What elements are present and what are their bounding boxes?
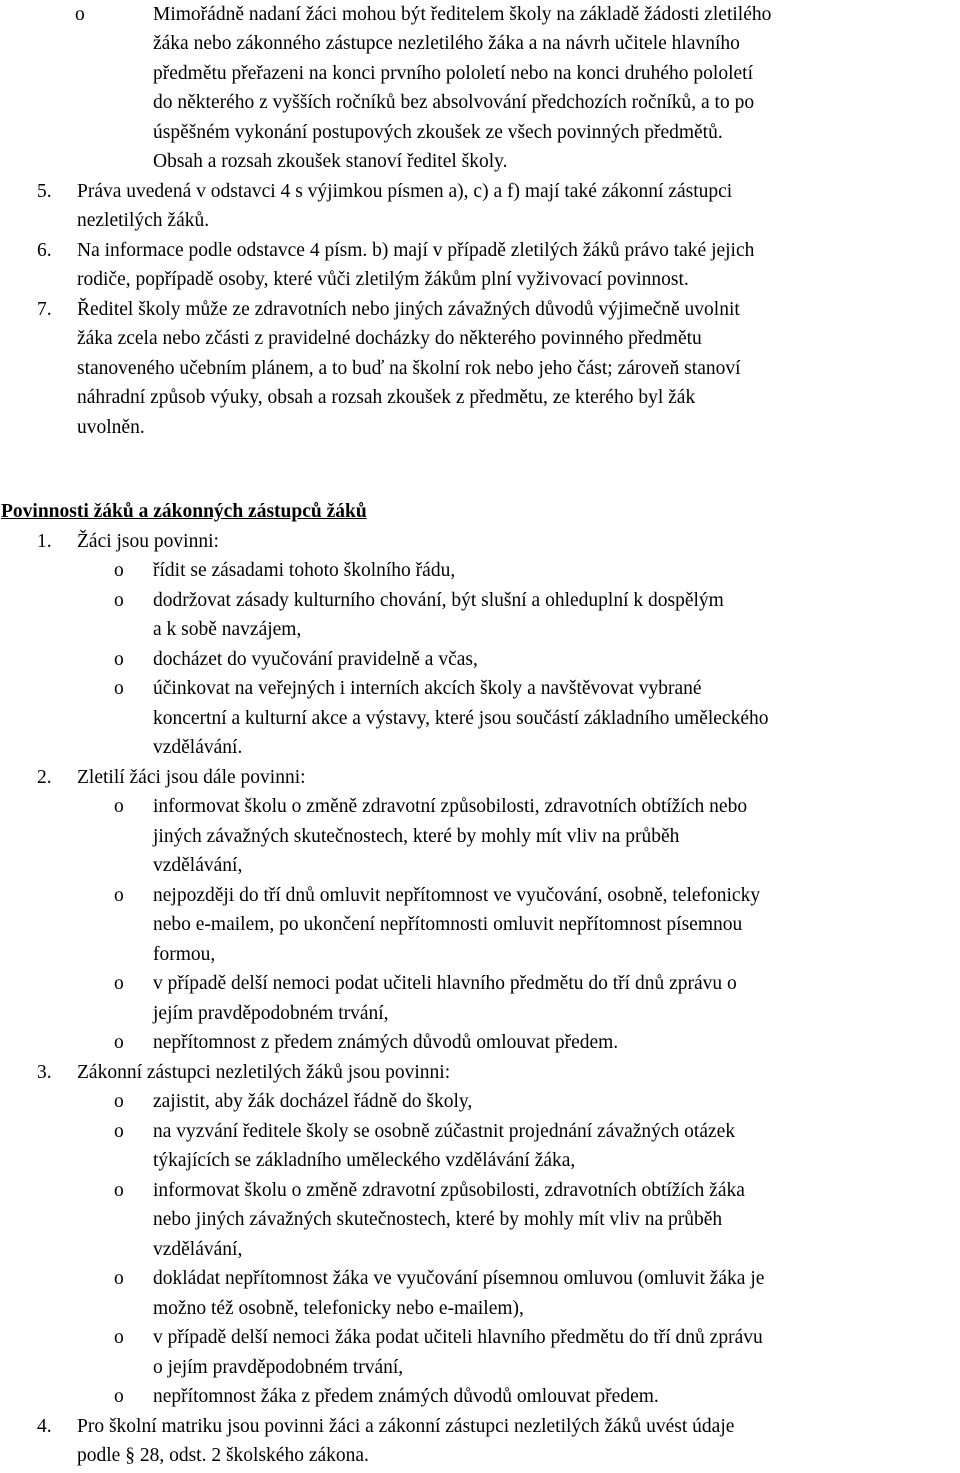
text-line: docházet do vyučování pravidelně a včas, [153, 649, 478, 670]
text-line: týkajících se základního uměleckého vzdělávání žáka, [153, 1150, 576, 1171]
text-line: do některého z vyšších ročníků bez absolvování předchozích ročníků, a to po [153, 92, 755, 113]
text-line: jejím pravděpodobném trvání, [153, 1003, 389, 1024]
bullet-marker: o [114, 1121, 124, 1142]
text-line: zajistit, aby žák docházel řádně do školy, [153, 1091, 473, 1112]
text-line: nebo jiných závažných skutečnostech, které by mohly mít vliv na průběh [153, 1209, 723, 1230]
text-line: Na informace podle odstavce 4 písm. b) mají v případě zletilých žáků právo také jejich [77, 240, 755, 261]
text-line: řídit se zásadami tohoto školního řádu, [153, 560, 456, 581]
text-line: stanoveného učebním plánem, a to buď na školní rok nebo jeho část; zároveň stanoví [77, 358, 741, 379]
text-line: jiných závažných skutečnostech, které by mohly mít vliv na průběh [153, 826, 680, 847]
bullet-marker: o [114, 796, 124, 817]
item-number: 2. [37, 767, 52, 788]
text-line: dodržovat zásady kulturního chování, být slušní a ohleduplní k dospělým [153, 590, 724, 611]
text-line: náhradní způsob výuky, obsah a rozsah zkoušek z předmětu, ze kterého byl žák [77, 387, 696, 408]
bullet-marker: o [114, 973, 124, 994]
bullet-marker: o [114, 678, 124, 699]
item-number: 1. [37, 531, 52, 552]
item-number: 5. [37, 181, 52, 202]
text-line: a k sobě navzájem, [153, 619, 302, 640]
text-line: informovat školu o změně zdravotní způsobilosti, zdravotních obtížích žáka [153, 1180, 745, 1201]
text-line: Práva uvedená v odstavci 4 s výjimkou písmen a), c) a f) mají také zákonní zástupci [77, 181, 733, 202]
text-line: rodiče, popřípadě osoby, které vůči zletilým žákům plní vyživovací povinnost. [77, 269, 689, 290]
text-line: nejpozději do tří dnů omluvit nepřítomnost ve vyučování, osobně, telefonicky [153, 885, 761, 906]
bullet-marker: o [114, 590, 124, 611]
text-line: informovat školu o změně zdravotní způsobilosti, zdravotních obtížích nebo [153, 796, 748, 817]
bullet-marker: o [114, 1386, 124, 1407]
text-line: úspěšném vykonání postupových zkoušek ze všech povinných předmětů. [153, 122, 723, 143]
item-number: 6. [37, 240, 52, 261]
text-line: vzdělávání, [153, 855, 243, 876]
text-line: koncertní a kulturní akce a výstavy, které jsou součástí základního uměleckého [153, 708, 769, 729]
text-line: vzdělávání. [153, 737, 243, 758]
text-line: o jejím pravděpodobném trvání, [153, 1357, 404, 1378]
text-line: účinkovat na veřejných i interních akcích školy a navštěvovat vybrané [153, 678, 702, 699]
text-line: nezletilých žáků. [77, 210, 210, 231]
bullet-marker: o [114, 1268, 124, 1289]
bullet-marker: o [114, 560, 124, 581]
item-title: Zletilí žáci jsou dále povinni: [77, 767, 306, 788]
text-line: v případě delší nemoci žáka podat učiteli hlavního předmětu do tří dnů zprávu [153, 1327, 763, 1348]
text-line: žáka nebo zákonného zástupce nezletilého žáka a na návrh učitele hlavního [153, 33, 740, 54]
text-line: Obsah a rozsah zkoušek stanoví ředitel školy. [153, 151, 508, 172]
bullet-marker: o [114, 1032, 124, 1053]
text-line: žáka zcela nebo zčásti z pravidelné docházky do některého povinného předmětu [77, 328, 702, 349]
bullet-marker: o [114, 1180, 124, 1201]
text-line: Ředitel školy může ze zdravotních nebo jiných závažných důvodů výjimečně uvolnit [77, 299, 740, 320]
bullet-marker: o [114, 649, 124, 670]
item-title: Žáci jsou povinni: [77, 531, 219, 552]
item-number: 7. [37, 299, 52, 320]
text-line: možno též osobně, telefonicky nebo e-mailem), [153, 1298, 524, 1319]
bullet-marker: o [75, 4, 85, 25]
bullet-marker: o [114, 1327, 124, 1348]
text-line: podle § 28, odst. 2 školského zákona. [77, 1445, 369, 1466]
item-title: Zákonní zástupci nezletilých žáků jsou povinni: [77, 1062, 451, 1083]
text-line: formou, [153, 944, 216, 965]
text-line: nebo e-mailem, po ukončení nepřítomnosti omluvit nepřítomnost písemnou [153, 914, 743, 935]
text-line: dokládat nepřítomnost žáka ve vyučování písemnou omluvou (omluvit žáka je [153, 1268, 765, 1289]
text-line: uvolněn. [77, 417, 145, 438]
text-line: nepřítomnost z předem známých důvodů omlouvat předem. [153, 1032, 619, 1053]
item-number: 3. [37, 1062, 52, 1083]
item-title: Pro školní matriku jsou povinni žáci a zákonní zástupci nezletilých žáků uvést údaje [77, 1416, 735, 1437]
text-line: na vyzvání ředitele školy se osobně zúčastnit projednání závažných otázek [153, 1121, 736, 1142]
bullet-marker: o [114, 885, 124, 906]
bullet-marker: o [114, 1091, 124, 1112]
text-line: v případě delší nemoci podat učiteli hlavního předmětu do tří dnů zprávu o [153, 973, 737, 994]
text-line: vzdělávání, [153, 1239, 243, 1260]
item-number: 4. [37, 1416, 52, 1437]
text-line: předmětu přeřazeni na konci prvního pololetí nebo na konci druhého pololetí [153, 63, 753, 84]
text-line: Mimořádně nadaní žáci mohou být ředitelem školy na základě žádosti zletilého [153, 4, 772, 25]
section-heading: Povinnosti žáků a zákonných zástupců žáků [1, 501, 367, 522]
text-line: nepřítomnost žáka z předem známých důvodů omlouvat předem. [153, 1386, 659, 1407]
